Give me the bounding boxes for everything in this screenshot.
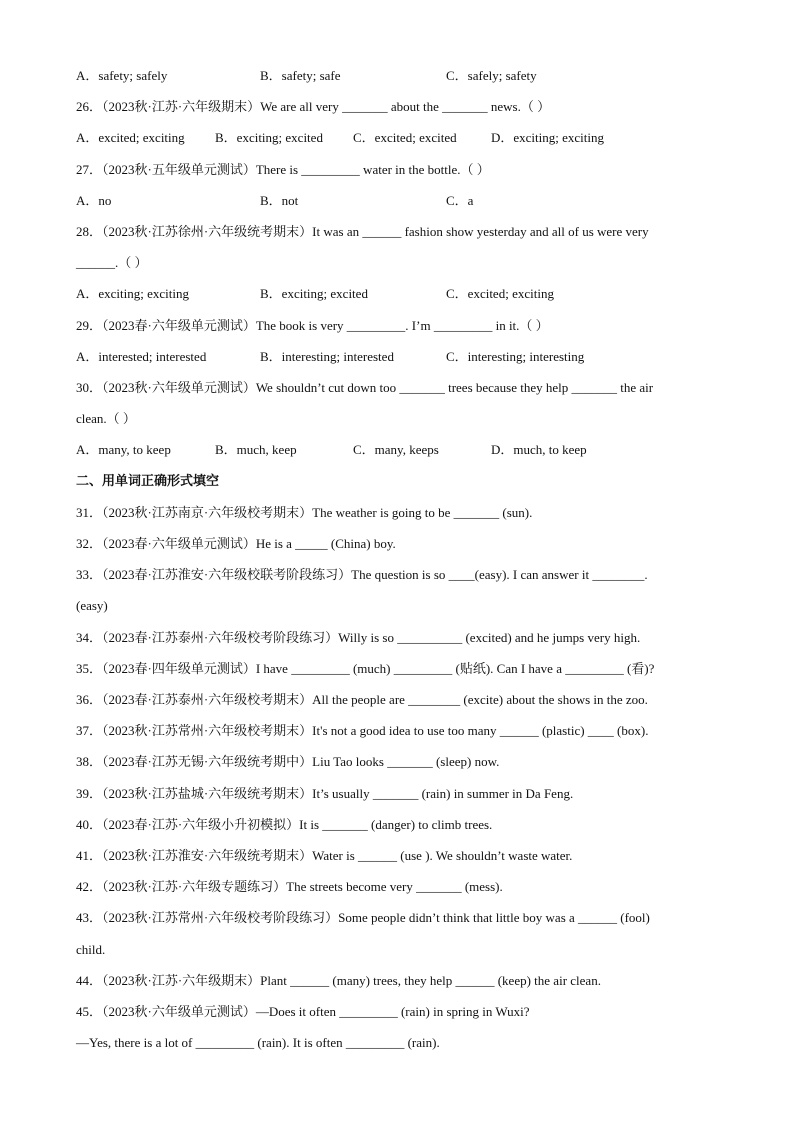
- answer-option: B．not: [260, 193, 299, 208]
- question-text: 28．（2023秋·江苏徐州·六年级统考期末）It was an ______ fashion show yesterday and all of us were very: [76, 224, 649, 239]
- answer-options-row: [76, 349, 716, 365]
- answer-option: B．safety; safe: [260, 68, 341, 83]
- question-text: 32．（2023春·六年级单元测试）He is a _____ (China) boy.: [76, 536, 396, 551]
- answer-options-row: [76, 68, 716, 84]
- answer-option: A．excited; exciting: [76, 130, 185, 145]
- question-text: 36．（2023春·江苏泰州·六年级校考期末）All the people are ________ (excite) about the shows in the zoo.: [76, 692, 648, 707]
- answer-option: C．interesting; interesting: [446, 349, 585, 364]
- question-text: 29．（2023春·六年级单元测试）The book is very _________. I’m _________ in it.（ ）: [76, 318, 549, 333]
- question-text: 31．（2023秋·江苏南京·六年级校考期末）The weather is going to be _______ (sun).: [76, 505, 533, 520]
- question-text: 35．（2023春·四年级单元测试）I have _________ (much) _________ (贴纸). Can I have a _________ (看)?: [76, 661, 655, 676]
- answer-option: C．many, keeps: [353, 442, 439, 457]
- answer-options-row: [76, 286, 716, 302]
- answer-option: B．interesting; interested: [260, 349, 394, 364]
- question-text: 41．（2023秋·江苏淮安·六年级统考期末）Water is ______ (use ). We shouldn’t waste water.: [76, 848, 573, 863]
- question-text: ______.（ ）: [76, 255, 148, 270]
- answer-options-row: [76, 442, 716, 458]
- question-text: 43．（2023秋·江苏常州·六年级校考阶段练习）Some people didn’t think that little boy was a ______ (fool): [76, 910, 650, 925]
- question-text: 34．（2023春·江苏泰州·六年级校考阶段练习）Willy is so __________ (excited) and he jumps very high.: [76, 630, 641, 645]
- answer-option: A．exciting; exciting: [76, 286, 190, 301]
- question-text: —Yes, there is a lot of _________ (rain). It is often _________ (rain).: [76, 1035, 440, 1050]
- question-text: 40．（2023春·江苏·六年级小升初模拟）It is _______ (danger) to climb trees.: [76, 817, 493, 832]
- question-text: child.: [76, 942, 106, 957]
- answer-option: C．excited; exciting: [446, 286, 554, 301]
- answer-option: B．exciting; excited: [260, 286, 368, 301]
- answer-option: C．safely; safety: [446, 68, 537, 83]
- answer-option: D．exciting; exciting: [491, 130, 605, 145]
- question-text: 38．（2023春·江苏无锡·六年级统考期中）Liu Tao looks _______ (sleep) now.: [76, 754, 500, 769]
- answer-option: B．much, keep: [215, 442, 297, 457]
- question-text: clean.（ ）: [76, 411, 136, 426]
- question-text: (easy): [76, 598, 108, 613]
- answer-option: A．safety; safely: [76, 68, 168, 83]
- question-text: 45．（2023秋·六年级单元测试）—Does it often _________ (rain) in spring in Wuxi?: [76, 1004, 530, 1019]
- question-text: 30．（2023秋·六年级单元测试）We shouldn’t cut down too _______ trees because they help _______ the air: [76, 380, 654, 395]
- answer-option: B．exciting; excited: [215, 130, 323, 145]
- answer-options-row: [76, 193, 716, 209]
- answer-option: A．interested; interested: [76, 349, 207, 364]
- question-text: 27．（2023秋·五年级单元测试）There is _________ water in the bottle.（ ）: [76, 162, 490, 177]
- answer-option: A．no: [76, 193, 112, 208]
- answer-option: A．many, to keep: [76, 442, 171, 457]
- question-text: 39．（2023秋·江苏盐城·六年级统考期末）It’s usually _______ (rain) in summer in Da Feng.: [76, 786, 574, 801]
- answer-option: C．a: [446, 193, 474, 208]
- answer-options-row: [76, 130, 716, 146]
- section-heading: 二、用单词正确形式填空: [76, 474, 220, 489]
- question-text: 42．（2023秋·江苏·六年级专题练习）The streets become very _______ (mess).: [76, 879, 503, 894]
- question-text: 33．（2023春·江苏淮安·六年级校联考阶段练习）The question is so ____(easy). I can answer it ________.: [76, 567, 648, 582]
- question-text: 26．（2023秋·江苏·六年级期末）We are all very _______ about the _______ news.（ ）: [76, 99, 551, 114]
- answer-option: D．much, to keep: [491, 442, 587, 457]
- answer-option: C．excited; excited: [353, 130, 457, 145]
- question-text: 44．（2023秋·江苏·六年级期末）Plant ______ (many) trees, they help ______ (keep) the air clean.: [76, 973, 601, 988]
- question-text: 37．（2023秋·江苏常州·六年级校考期末）It's not a good idea to use too many ______ (plastic) ____ (box).: [76, 723, 649, 738]
